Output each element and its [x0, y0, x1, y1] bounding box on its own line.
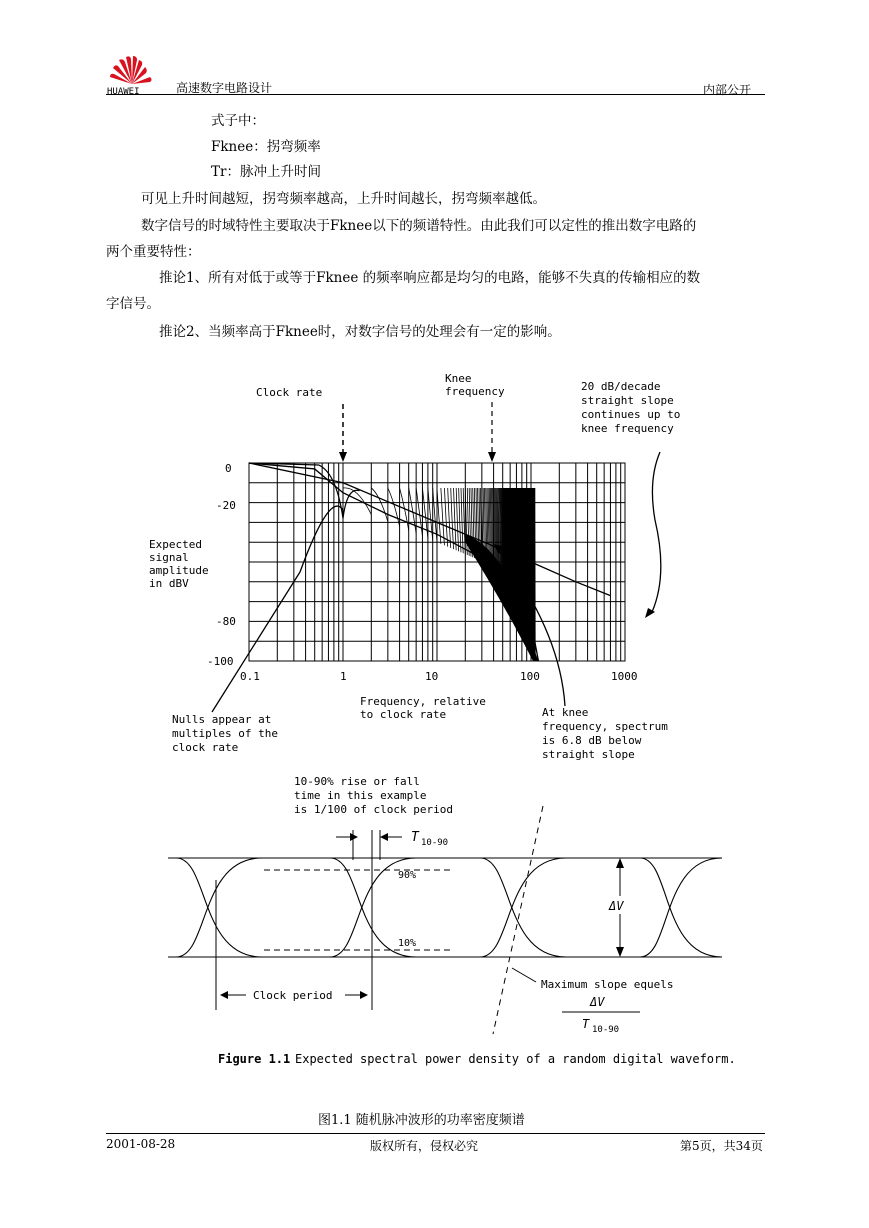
knee-note-line3: is 6.8 dB below: [542, 734, 642, 747]
t-sub: 10-90: [421, 838, 449, 848]
text-line: Tr：脉冲上升时间: [211, 164, 321, 180]
arrow-head: [220, 991, 228, 999]
clock-rate-label: Clock rate: [256, 386, 323, 399]
transition-fall: [640, 858, 722, 957]
arrow-head: [488, 452, 496, 462]
footer-date: 2001-08-28: [106, 1137, 176, 1151]
nulls-note-line3: clock rate: [172, 741, 239, 754]
slope-note-line4: knee frequency: [581, 422, 674, 435]
arrow-head: [360, 991, 368, 999]
footer-page: 第5页，共34页: [680, 1139, 763, 1153]
spectrum-chart: [149, 372, 680, 761]
eye-transitions: [176, 858, 722, 957]
dv-label: ΔV: [609, 899, 624, 913]
header-divider: [106, 94, 765, 95]
knee-label-line2: frequency: [445, 385, 505, 398]
text-line: 数字信号的时域特性主要取决于Fknee以下的频谱特性。由此我们可以定性的推出数字电路的: [141, 218, 697, 234]
nulls-note-line2: multiples of the: [172, 727, 278, 740]
x-tick-label: 100: [520, 670, 540, 683]
figure-caption-text: Expected spectral power density of a random digital waveform.: [295, 1052, 736, 1066]
rise-note-line2: time in this example: [294, 789, 427, 802]
footer-copyright: 版权所有，侵权必究: [370, 1139, 479, 1153]
text-line: 推论2、当频率高于Fknee时，对数字信号的处理会有一定的影响。: [159, 324, 561, 340]
frac-den: T: [582, 1017, 590, 1031]
y-tick-label: -80: [216, 615, 236, 628]
logo-text: HUAWEI: [107, 87, 140, 95]
ylabel-line1: Expected: [149, 538, 202, 551]
xlabel-line1: Frequency, relative: [360, 695, 486, 708]
slope-pointer: [652, 452, 661, 612]
footer-divider: [106, 1133, 765, 1134]
text-line: 式子中：: [211, 113, 265, 129]
slope-note-line2: straight slope: [581, 394, 674, 407]
xlabel-line2: to clock rate: [360, 708, 447, 721]
text-line: 可见上升时间越短，拐弯频率越高，上升时间越长，拐弯频率越低。: [141, 191, 546, 207]
y-tick-label: -20: [216, 499, 236, 512]
nulls-note-line1: Nulls appear at: [172, 713, 272, 726]
arrow-head: [339, 452, 347, 462]
figure: [0, 360, 869, 1080]
slope-note-line3: continues up to: [581, 408, 681, 421]
text-line: 两个重要特性：: [106, 244, 201, 260]
x-tick-label: 10: [425, 670, 439, 683]
transition-rise: [640, 858, 722, 957]
waveform-diagram: [168, 775, 736, 1066]
rise-note-line3: is 1/100 of clock period: [294, 803, 453, 816]
slope-note-line1: 20 dB/decade: [581, 380, 661, 393]
arrow-head: [616, 858, 624, 868]
figure-caption-bold: Figure 1.1: [218, 1052, 291, 1066]
ylabel-line4: in dBV: [149, 577, 189, 590]
p10-label: 10%: [398, 938, 417, 949]
figure-element: [110, 56, 152, 84]
transition-fall: [176, 858, 262, 957]
frac-num: ΔV: [590, 995, 605, 1009]
huawei-logo: [107, 50, 157, 95]
arrow-head: [380, 833, 388, 841]
ylabel-line2: signal: [149, 551, 189, 564]
nulls-pointer: [212, 572, 300, 712]
knee-note-line4: straight slope: [542, 748, 635, 761]
transition-rise: [176, 858, 262, 957]
x-tick-label: 0.1: [240, 670, 260, 683]
transition-rise: [480, 858, 566, 957]
clock-period-label: Clock period: [253, 989, 333, 1002]
ylabel-line3: amplitude: [149, 564, 209, 577]
arrow-head: [350, 833, 358, 841]
text-line: 推论1、所有对低于或等于Fknee 的频率响应都是均匀的电路，能够不失真的传输相应的数: [159, 270, 701, 286]
x-tick-label: 1000: [611, 670, 638, 683]
text-line: 字信号。: [106, 296, 160, 312]
transition-fall: [480, 858, 566, 957]
arrow-head: [616, 947, 624, 957]
t-label: T: [411, 830, 419, 845]
slope-note-pointer: [512, 968, 536, 982]
x-tick-label: 1: [340, 670, 347, 683]
knee-note-line2: frequency, spectrum: [542, 720, 668, 733]
knee-label-line1: Knee: [445, 372, 472, 385]
frac-den-sub: 10-90: [592, 1025, 620, 1035]
rise-note-line1: 10-90% rise or fall: [294, 775, 420, 788]
figure-caption-cn: 图1.1 随机脉冲波形的功率密度频谱: [318, 1113, 525, 1128]
max-slope-line: [493, 806, 543, 1034]
text-line: Fknee：拐弯频率: [211, 139, 321, 155]
classification: 内部公开: [703, 83, 752, 97]
knee-note-line1: At knee: [542, 706, 589, 719]
doc-title: 高速数字电路设计: [176, 81, 273, 95]
y-tick-label: -100: [207, 655, 234, 668]
max-slope-label: Maximum slope equels: [541, 978, 674, 991]
p90-label: 90%: [398, 870, 417, 881]
y-tick-label: 0: [225, 462, 232, 475]
